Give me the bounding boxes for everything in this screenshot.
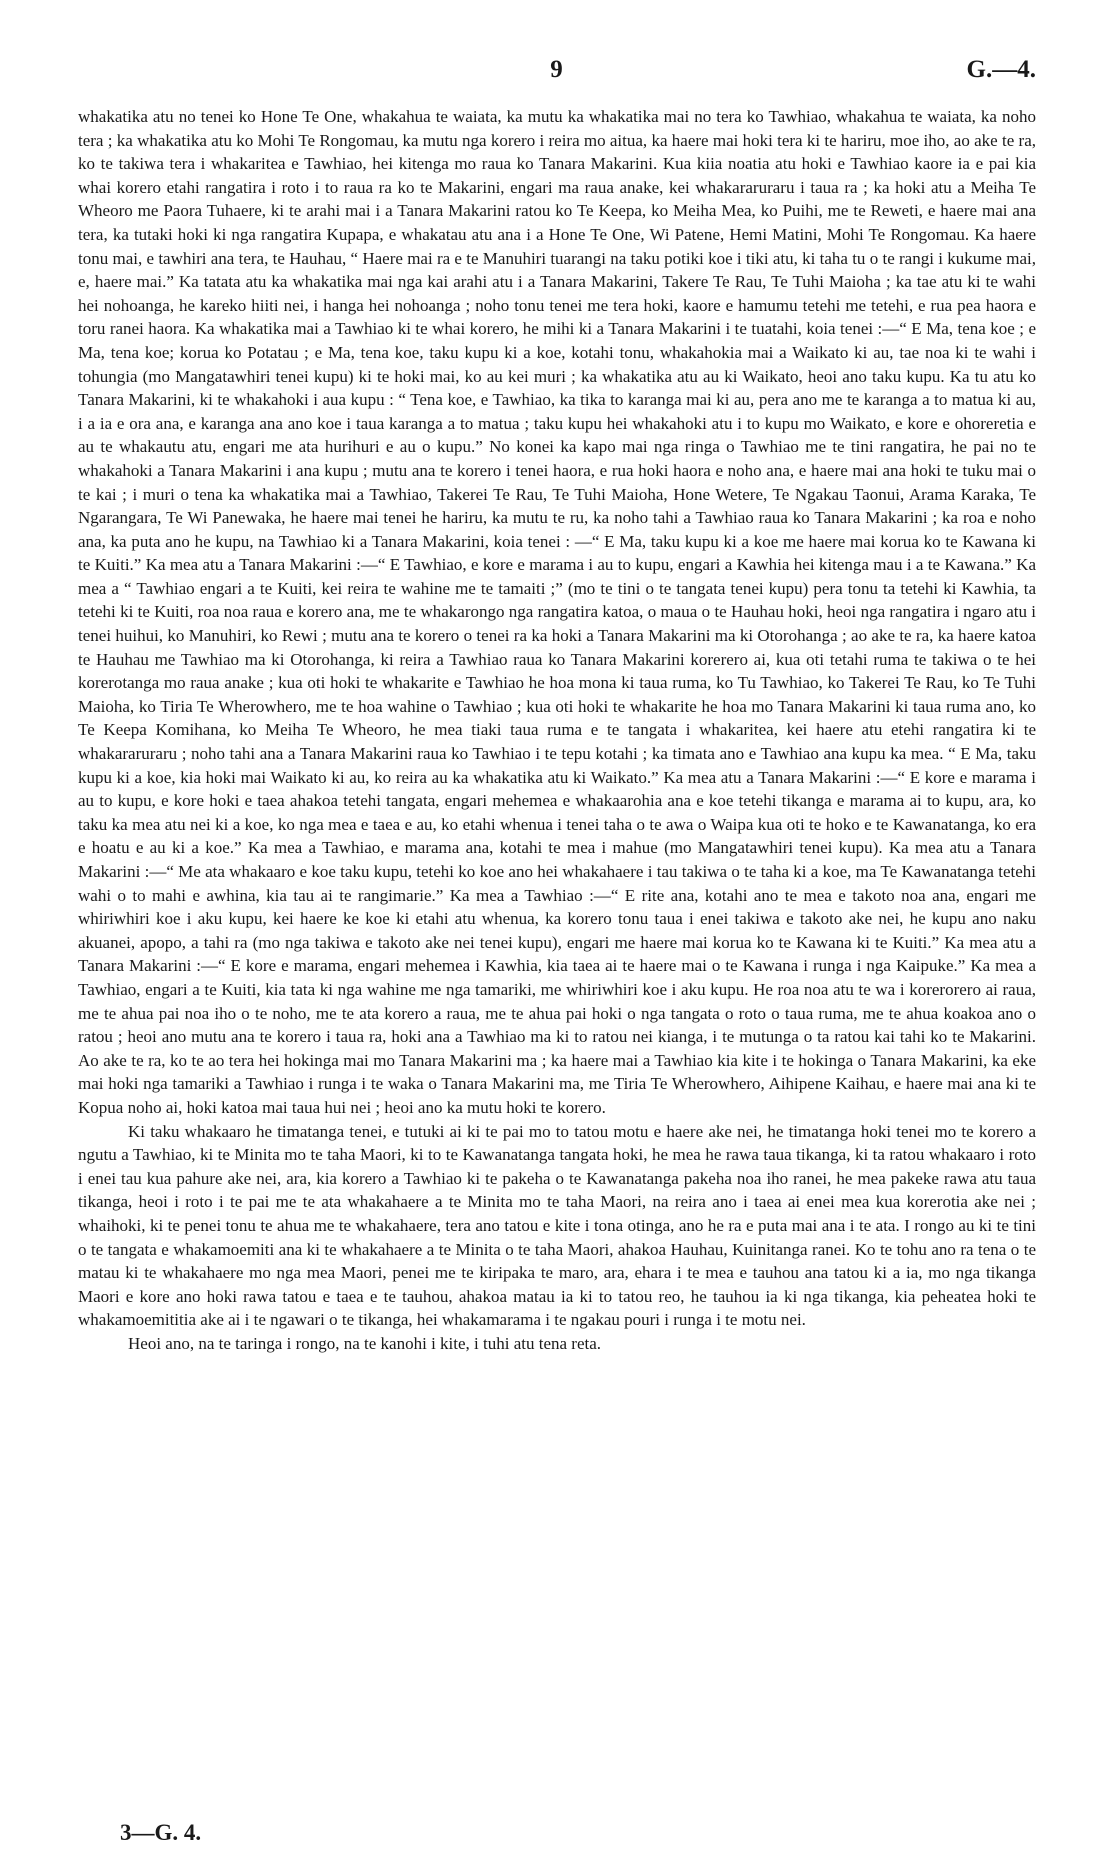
body-text	[78, 105, 1036, 1355]
page-header	[78, 56, 1036, 86]
paragraph-1: whakatika atu no tenei ko Hone Te One, whakahua te waiata, ka mutu ka whakatika mai no tera ko Tawhiao, whakahua te waiata, ka noho tera ; ka whakatika atu ko Mohi Te Rongomau, ka mutu nga korero i reira mo aitua, ka haere mai hoki tera ki te hariru, moe iho, ao ake te ra, ko te takiwa tera i whakaritea e Tawhiao, hei kitenga mo raua ko Tanara Makarini. Kua kiia noatia atu hoki e Tawhiao kaore ia e pai kia whai korero etahi rangatira i roto i to raua ra ko te Makarini, engari ma raua anake, kei whakararuraru i taua ra ; ka hoki atu a Meiha Te Wheoro me Paora Tuhaere, ki te arahi mai i a Tanara Makarini ratou ko Te Keepa, ko Meiha Mea, ko Puihi, me te Reweti, e haere mai ana tera, ka tutaki hoki ki nga rangatira Kupapa, e whakatau atu ana i a Hone Te One, Wi Patene, Hemi Matini, Mohi Te Rongomau. Ka haere tonu mai, e tawhiri ana tera, te Hauhau, “ Haere mai ra e te Manuhiri tuarangi na taku potiki koe i tiki atu, ki taha tu o te rangi i kukume mai, e, haere mai.” Ka tatata atu ka whakatika mai nga kai arahi atu i a Tanara Makarini, Takere Te Rau, Te Tuhi Maioha ; ka tae atu ki te wahi hei nohoanga, he kareko hiiti nei, i hanga hei nohoanga ; noho tonu tenei me tera hoki, kaore e hamumu tetehi me tetehi, e rua pea haora e toru ranei haora. Ka whakatika mai a Tawhiao ki te whai korero, he mihi ki a Tanara Makarini i te tuatahi, koia tenei :—“ E Ma, tena koe ; e Ma, tena koe; korua ko Potatau ; e Ma, tena koe, taku kupu ki a koe, kotahi tonu, whakahokia mai a Waikato ki au, tae noa ki te wahi i tohungia (mo Mangatawhiri tenei kupu) ki te hoki mai, ko au kei muri ; ka whakatika atu au ki Waikato, heoi ano taku kupu. Ka tu atu ko Tanara Makarini, ki te whakahoki i aua kupu : “ Tena koe, e Tawhiao, ka tika to karanga mai ki au, pera ano me te karanga a to matua ki au, i a ia e ora ana, e karanga ana ano koe i taua karanga a to matua ; taku kupu hei whakahoki atu i to kupu mo Waikato, e kore e ohoreretia e au te whakautu atu, engari me ata hurihuri e au o kupu.” No konei ka kapo mai nga ringa o Tawhiao me te tini rangatira, he pai no te whakahoki a Tanara Makarini i ana kupu ; mutu ana te korero i tenei haora, e rua hoki haora e noho ana, e haere mai ana hoki te tuku mai o te kai ; i muri o tena ka whakatika mai a Tawhiao, Takerei Te Rau, Te Tuhi Maioha, Hone Wetere, Te Ngakau Taonui, Arama Karaka, Te Ngarangara, Te Wi Panewaka, he haere mai tenei he hariru, ka mutu te ru, ka noho tahi a Tawhiao raua ko Tanara Makarini ; ka roa e noho ana, ka puta ano he kupu, na Tawhiao ki a Tanara Makarini, koia tenei : —“ E Ma, taku kupu ki a koe me haere mai korua ko te Kawana ki te Kuiti.” Ka mea atu a Tanara Makarini :—“ E Tawhiao, e kore e marama i au to kupu, engari a Kawhia hei kitenga mau i a te Kawana.” Ka mea a “ Tawhiao engari a te Kuiti, kei reira te wahine me te tamaiti ;” (mo te tini o te tangata tenei kupu) pera tonu ta tetehi ki Kawhia, ta tetehi ki te Kuiti, roa noa raua e korero ana, me te whakarongo nga rangatira katoa, o maua o te Hauhau hoki, heoi nga rangatira i ngaro atu i tenei huihui, ko Manuhiri, ko Rewi ; mutu ana te korero o tenei ra ka hoki a Tanara Makarini ma ki Otorohanga ; ao ake te ra, ka haere katoa te Hauhau me Tawhiao ma ki Otorohanga, ki reira a Tawhiao raua ko Tanara Makarini korerero ai, kua oti tetahi ruma te takiwa o te hei korerotanga mo raua anake ; kua oti hoki te whakarite e Tawhiao he hoa mona ki taua ruma, ko Tu Tawhiao, ko Takerei Te Rau, ko Te Tuhi Maioha, ko Tiria Te Wherowhero, me te hoa wahine o Tawhiao ; kua oti hoki te whakarite he hoa mo Tanara Makarini ki taua ruma ano, ko Te Keepa Komihana, ko Meiha Te Wheoro, he mea tiaki taua ruma e te tangata i whakaritea, kei haere atu etehi rangatira ki te whakararuraru ; noho tahi ana a Tanara Makarini raua ko Tawhiao i te tepu kotahi ; ka timata ano e Tawhiao ana kupu ka mea. “ E Ma, taku kupu ki a koe, kia hoki mai Waikato ki au, ko reira au ka whakatika atu ki Waikato.” Ka mea atu a Tanara Makarini :—“ E kore e marama i au to kupu, e kore hoki e taea ahakoa tetehi tangata, engari mehemea e whakaarohia ana e koe tetehi tikanga e marama ai to kupu, ara, ko taku ka mea atu nei ki a koe, ko nga mea e taea e au, ko etahi whenua i tenei taha o te awa o Waipa kua oti te hoko e te Kawanatanga, ko era e hoatu e au ki a koe.” Ka mea a Tawhiao, e marama ana, kotahi te mea i mahue (mo Mangatawhiri tenei kupu). Ka mea atu a Tanara Makarini :—“ Me ata whakaaro e koe taku kupu, tetehi ko koe ano hei whakahaere i tau takiwa o te taha ki a koe, ma Te Kawanatanga tetehi wahi o to mahi e awhina, kia tau ai te rangimarie.” Ka mea a Tawhiao :—“ E rite ana, kotahi ano te mea e takoto noa ana, engari me whiriwhiri koe i aku kupu, kei haere ke koe ki etahi atu whenua, ka korero tonu taua i enei takiwa e takoto ake nei, he kupu ano naku akuanei, apopo, a tahi ra (mo nga takiwa e takoto ake nei tenei kupu), engari me haere mai korua ko te Kawana ki te Kuiti.” Ka mea atu a Tanara Makarini :—“ E kore e marama, engari mehemea i Kawhia, kia taea ai te haere mai o te Kawana i runga i nga Kaipuke.” Ka mea a Tawhiao, engari a te Kuiti, kia tata ki nga wahine me nga tamariki, me whiriwhiri koe i aku kupu. He roa noa atu te wa i korerorero ai raua, me te ahua pai noa iho o te noho, me te ata korero a raua, me te ahua pai hoki o nga tangata o roto o taua ruma, me te ahua koakoa ano o ratou ; heoi ano mutu ana te korero i taua ra, hoki ana a Tawhiao ma ki to ratou nei kianga, i te mutunga o ta ratou kai tahi ko te Makarini. Ao ake te ra, ko te ao tera hei hokinga mai mo Tanara Makarini ma ; ka haere mai a Tawhiao kia kite i te hokinga o Tanara Makarini, ka eke mai hoki nga tamariki a Tawhiao i runga i te waka o Tanara Makarini ma, me Tiria Te Wherowhero, Aihipene Kaihau, e haere mai ana ki te Kopua noho ai, hoki katoa mai taua hui nei ; heoi ano ka mutu hoki te korero.	[78, 107, 1036, 1117]
document-reference: G.—4.	[966, 56, 1036, 83]
footer-reference: 3—G. 4.	[120, 1820, 202, 1845]
page-number: 9	[550, 56, 564, 83]
paragraph-3: Heoi ano, na te taringa i rongo, na te kanohi i kite, i tuhi atu tena reta.	[128, 1333, 602, 1353]
paragraph-2: Ki taku whakaaro he timatanga tenei, e tutuki ai ki te pai mo to tatou motu e haere ake nei, he timatanga hoki tenei mo te korero a ngutu a Tawhiao, ki te Minita mo te taha Maori, ki to te Kawanatanga tangata hoki, he mea he rawa taua tikanga, ki ta ratou whakaaro i roto i enei tau kua pahure ake nei, ara, kia korero a Tawhiao ki te pakeha o te Kawanatanga pakeha noa iho ranei, he mea pakeke rawa atu taua tikanga, heoi i roto i te pai me te ata whakahaere a te Minita mo te taha Maori, na reira ano i taea ai enei mea kua korerotia ake nei ; whaihoki, ki te penei tonu te ahua me te whakahaere, tera ano tatou e kite i tona otinga, ano he ra e puta mai ana i te ata. I rongo au ki te tini o te tangata e whakamoemiti ana ki te whakahaere a te Minita o te taha Maori, ahakoa Hauhau, Kuinitanga ranei. Ko te tohu ano ra tena o te matau ki te whakahaere mo nga mea Maori, penei me te kiripaka te maro, ara, ehara i te mea e tauhou ana tatou ki a ia, mo nga tikanga Maori e kore ano hoki rawa tatou e taea e te tauhou, ahakoa matau ia ki to tatou reo, he tauhou ia ki nga tikanga, kia peheatea hoki te whakamoemititia ake ai i te ngawari o te tikanga, hei whakamarama i te ngakau pouri i runga i te motu nei.	[78, 1121, 1036, 1330]
